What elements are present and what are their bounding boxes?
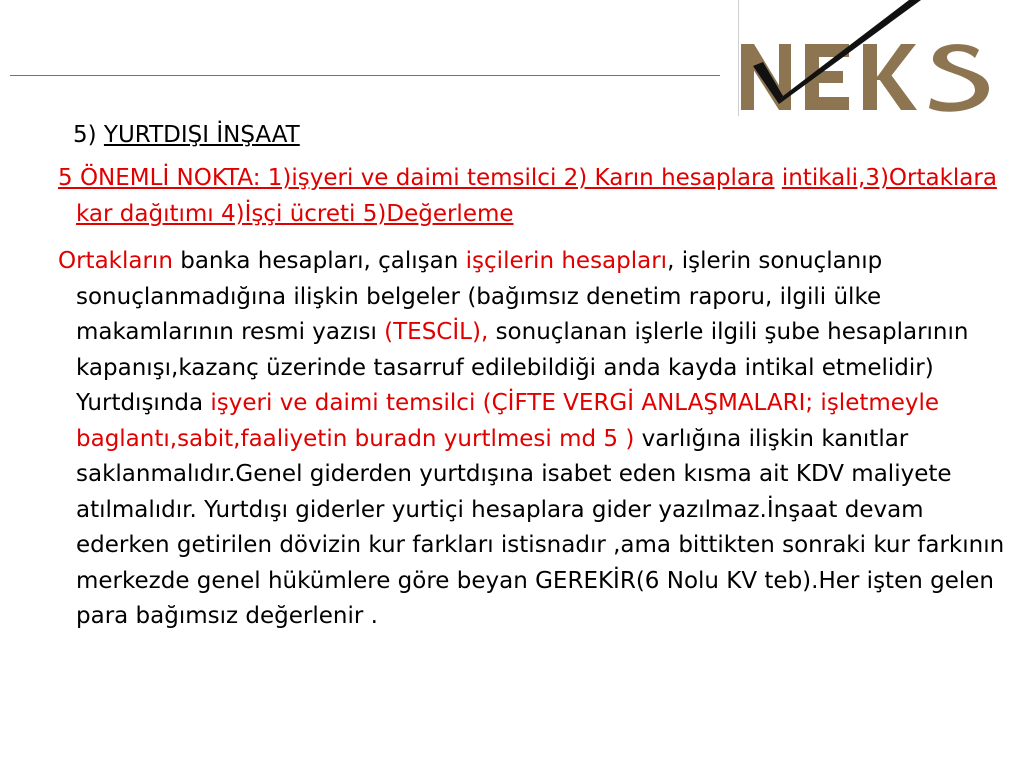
body-segment-6: sonuçlanan işlerle ilgili şube hesaplarının kapanışı,kazanç üzerinde tasarruf edilebildiği anda kayda intikal etmelidir) Yurtdışında [76,319,969,416]
body-segment-2: banka hesapları, çalışan [172,248,466,274]
important-point-line1: 5 ÖNEMLİ NOKTA: 1)işyeri ve daimi temsilci 2) Karın hesaplara [58,165,775,191]
important-point-line2b: 5)Değerleme [362,200,514,227]
body-segment-1: Ortakların [58,248,173,274]
body-segment-8: varlığına ilişkin kanıtlar saklanmalıdır.Genel giderden yurtdışına isabet eden kısma ait KDV maliyete atılmalıdır. Yurtdışı giderler yurtiçi hesaplara gider yazılmaz.İnşaat devam ederken getirilen dövizin kur farkları istisnadır ,ama bittikten sonraki kur farkının merkezde genel hükümlere göre beyan GEREKİR(6 Nolu KV teb).Her işten gelen para bağımsız değerlenir . [76,425,1005,629]
section-heading [73,119,300,151]
body-segment-7: işyeri ve daimi temsilci (ÇİFTE VERGİ ANLAŞMALARI; işletmeyle baglantı,sabit,faaliyetin buradn yurtlmesi md 5 ) [76,390,940,452]
neks-logo [739,0,999,116]
header-divider [10,75,720,76]
body-segment-5: (TESCİL), [384,319,489,345]
important-point-paragraph [58,161,1021,232]
section-title: YURTDIŞI İNŞAAT [103,122,300,148]
body-paragraph [58,244,1021,635]
section-number: 5) [73,122,97,148]
important-point-line2a: intikali,3)Ortaklara kar dağıtımı 4)İşçi ücreti [76,165,997,227]
body-segment-3: işçilerin hesapları [465,248,668,274]
body-segment-4: , işlerin sonuçlanıp sonuçlanmadığına ilişkin belgeler (bağımsız denetim raporu, ilgili ülke makamlarının resmi yazısı [76,248,883,345]
